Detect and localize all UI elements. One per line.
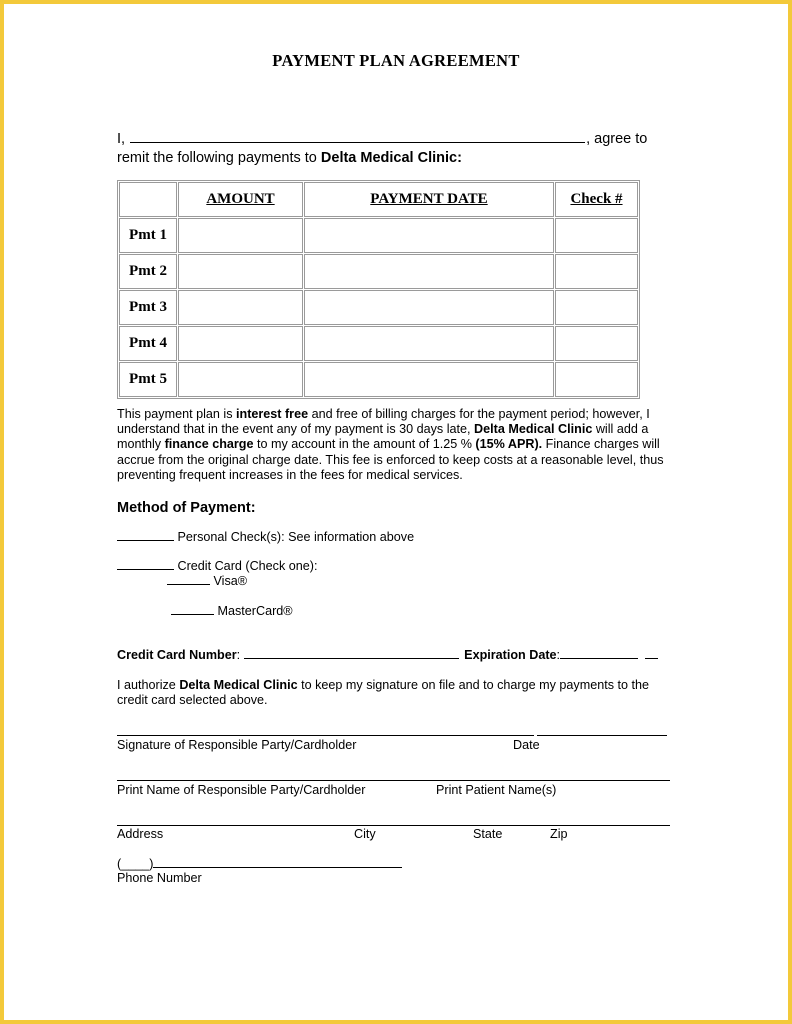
terms-paragraph — [117, 407, 682, 483]
city-caption: City — [354, 827, 376, 841]
terms-text: to my account in the amount of 1.25 % — [253, 437, 476, 452]
authorization-text: to keep my signature on file and to charge my payments to the credit card selected above. — [117, 678, 650, 708]
card-number-blank[interactable] — [244, 648, 459, 659]
intro-statement — [117, 129, 677, 168]
mastercard-option — [171, 604, 293, 618]
personal-check-label: Personal Check(s): See information above — [177, 530, 415, 544]
expiration-blank-short[interactable] — [645, 648, 658, 659]
signature-caption: Signature of Responsible Party/Cardholder — [117, 738, 357, 752]
terms-text: Finance charges will accrue from the original charge date. This fee is enforced to keep costs at a reasonable level, thus preventing frequent increases in the fees for medical services. — [117, 437, 664, 482]
visa-blank[interactable] — [167, 574, 210, 585]
patient-name-caption: Print Patient Name(s) — [436, 783, 557, 797]
zip-caption: Zip — [550, 827, 568, 841]
date-caption: Date — [513, 738, 540, 752]
amount-cell[interactable] — [178, 254, 303, 289]
document-title: PAYMENT PLAN AGREEMENT — [272, 51, 520, 70]
date-cell[interactable] — [304, 254, 554, 289]
table-row — [119, 362, 638, 397]
date-line[interactable] — [537, 735, 667, 736]
date-cell[interactable] — [304, 326, 554, 361]
visa-label: Visa® — [213, 574, 248, 588]
table-row — [119, 326, 638, 361]
check-cell[interactable] — [555, 254, 638, 289]
header-check-number: Check # — [555, 182, 638, 217]
amount-cell[interactable] — [178, 290, 303, 325]
date-cell[interactable] — [304, 290, 554, 325]
address-line[interactable] — [117, 825, 670, 826]
terms-interest-free: interest free — [236, 407, 309, 421]
card-number-row — [117, 648, 658, 662]
name-blank-line[interactable] — [130, 129, 585, 143]
row-label: Pmt 5 — [119, 362, 177, 397]
row-label: Pmt 2 — [119, 254, 177, 289]
row-label: Pmt 3 — [119, 290, 177, 325]
document-page — [4, 4, 788, 1020]
phone-caption: Phone Number — [117, 871, 202, 885]
address-caption: Address — [117, 827, 164, 841]
terms-apr: (15% APR). — [475, 437, 543, 452]
terms-finance-charge: finance charge — [164, 437, 254, 452]
header-corner-cell — [119, 182, 177, 217]
amount-cell[interactable] — [178, 218, 303, 253]
terms-text: will add a monthly — [117, 422, 649, 452]
state-caption: State — [473, 827, 503, 841]
check-cell[interactable] — [555, 290, 638, 325]
header-payment-date: PAYMENT DATE — [304, 182, 554, 217]
terms-clinic-name: Delta Medical Clinic — [474, 422, 593, 437]
print-name-line[interactable] — [117, 780, 670, 781]
personal-check-blank[interactable] — [117, 530, 174, 541]
row-label: Pmt 4 — [119, 326, 177, 361]
authorization-statement — [117, 678, 677, 708]
table-row — [119, 254, 638, 289]
table-header-row — [119, 182, 638, 217]
mastercard-label: MasterCard® — [217, 604, 293, 618]
authorization-clinic-name: Delta Medical Clinic — [179, 678, 298, 692]
check-cell[interactable] — [555, 326, 638, 361]
table-row — [119, 290, 638, 325]
intro-suffix: , agree to — [586, 131, 648, 147]
authorization-text: I authorize — [117, 678, 180, 692]
credit-card-blank[interactable] — [117, 559, 174, 570]
date-cell[interactable] — [304, 218, 554, 253]
visa-option — [167, 574, 247, 588]
phone-blank[interactable] — [153, 857, 402, 868]
clinic-name: Delta Medical Clinic: — [320, 150, 462, 166]
intro-line2: remit the following payments to — [117, 150, 317, 166]
date-cell[interactable] — [304, 362, 554, 397]
signature-line[interactable] — [117, 735, 534, 736]
terms-text: This payment plan is — [117, 407, 236, 421]
header-amount: AMOUNT — [178, 182, 303, 217]
check-cell[interactable] — [555, 218, 638, 253]
credit-card-label: Credit Card (Check one): — [177, 559, 318, 573]
phone-row — [117, 857, 402, 871]
card-number-label: Credit Card Number — [117, 648, 237, 662]
terms-text: and free of billing charges for the payment period; however, I understand that in the event any of my payment is 30 days late, — [117, 407, 650, 437]
personal-check-option — [117, 530, 414, 544]
print-name-caption: Print Name of Responsible Party/Cardholder — [117, 783, 366, 797]
expiration-blank[interactable] — [560, 648, 638, 659]
amount-cell[interactable] — [178, 362, 303, 397]
credit-card-option — [117, 559, 317, 573]
table-row — [119, 218, 638, 253]
row-label: Pmt 1 — [119, 218, 177, 253]
intro-prefix: I, — [117, 131, 126, 147]
phone-area-code[interactable]: (____) — [117, 857, 154, 871]
mastercard-blank[interactable] — [171, 604, 214, 615]
card-number-colon: : — [236, 648, 241, 662]
amount-cell[interactable] — [178, 326, 303, 361]
check-cell[interactable] — [555, 362, 638, 397]
expiration-colon: : — [556, 648, 561, 662]
expiration-label: Expiration Date — [464, 648, 557, 662]
method-heading: Method of Payment: — [117, 500, 256, 516]
payment-table — [117, 180, 640, 399]
